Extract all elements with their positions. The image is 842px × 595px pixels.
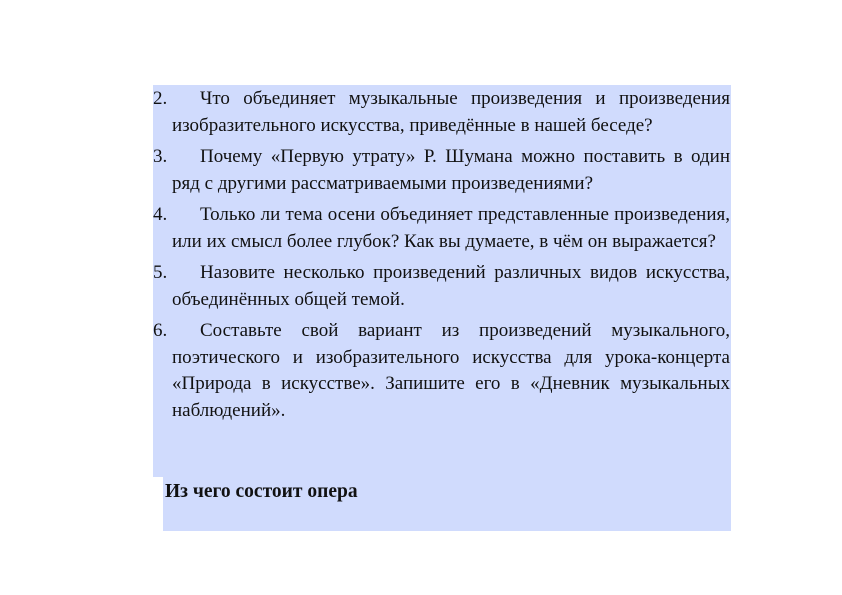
- question-item: [153, 318, 730, 424]
- question-number: 4.: [153, 204, 168, 225]
- question-text: Назовите несколько произведений различных видов искусства, объединённых общей темой.: [172, 262, 730, 310]
- question-item: [153, 144, 730, 197]
- question-number: 5.: [153, 262, 168, 283]
- question-item: [153, 202, 730, 255]
- question-text: Только ли тема осени объединяет представленные произведения, или их смысл более глубок? Как вы думаете, в чём он выражается?: [172, 204, 730, 252]
- question-item: [153, 260, 730, 313]
- question-number: 2.: [153, 88, 168, 109]
- section-heading: Из чего состоит опера: [165, 481, 358, 502]
- question-text: Почему «Первую утрату» Р. Шумана можно поставить в один ряд с другими рассматриваемыми произведениями?: [172, 146, 730, 194]
- question-number: 3.: [153, 146, 168, 167]
- question-list: [153, 86, 730, 429]
- question-item: [153, 86, 730, 139]
- question-number: 6.: [153, 320, 168, 341]
- question-text: Что объединяет музыкальные произведения и произведения изобразительного искусства, приведённые в нашей беседе?: [172, 88, 730, 136]
- question-text: Составьте свой вариант из произведений музыкального, поэтического и изобразительного искусства для урока-концерта «Природа в искусстве». Запишите его в «Дневник музыкальных наблюдений».: [172, 320, 730, 421]
